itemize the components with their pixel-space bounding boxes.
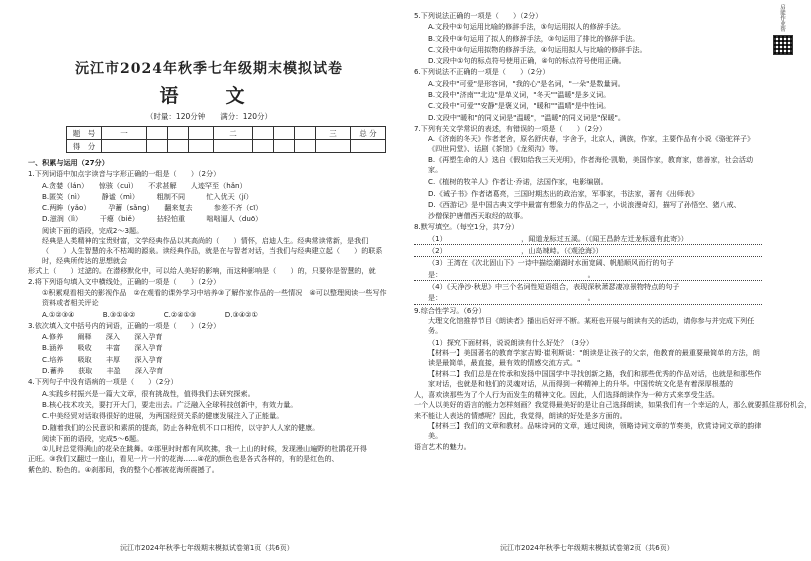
question-6: 6.下列说法不正确的一项是（ ）（2分） [414, 67, 550, 77]
option-c: C.培养 吸取 丰厚 深入孕育 [42, 354, 163, 364]
left-page [0, 0, 400, 561]
option-d: D.滋润（lì） 干瘪（biě） 拈轻怕重 咄咄逼人（duō） [42, 214, 263, 224]
score-header-cell: 题 号 [67, 127, 102, 140]
option-c: C.文段中③句运用拟物的修辞手法，④句运用拟人与比喻的修辞手法。 [428, 44, 647, 54]
option-d-cont: 沙僧保护唐僧西天取经的故事。 [428, 211, 528, 221]
section-heading: 一、积累与运用（27分） [28, 158, 109, 167]
option-d: D.《诫子书》作者诸葛亮，三国时期杰出的政治家，军事家，书法家，著有《出师表》 [428, 188, 699, 198]
option-d: D.随着我们的公民意识和素质的提高，防止各种危机不口口相传，以守护人人家的健康。 [42, 422, 320, 432]
material-3-cont: 语言艺术的魅力。 [414, 441, 471, 451]
exam-meta: （时量：120分钟 满分：120分） [145, 112, 273, 121]
exam-title: 沅江市2024年秋季七年级期末模拟试卷 [75, 61, 343, 77]
score-cell[interactable] [102, 140, 147, 153]
option-a: A.贪婪（lán） 惊骇（cuì） 不求甚解 人迹罕至（hǎn） [42, 180, 247, 190]
option-c: C.文段中"可爱""安静"是褒义词，"暖和""温晴"是中性词。 [428, 101, 611, 111]
score-cell[interactable] [351, 140, 386, 153]
score-cell[interactable] [295, 140, 316, 153]
question-8: 8.默写填空。（每空1分，共7分） [414, 222, 519, 232]
option-c: C.中美经贸对话取得很好的进展，为两国经贸关系的健康发展注入了正能量。 [42, 411, 284, 421]
option-b: B.文段中"济南""北边"是单义词，"冬天""温暖"是多义词。 [428, 90, 611, 100]
dictation-4: （4）《天净沙·秋思》中三个名词性短语组合，表现深秋萧瑟凄凉景物特点的句子 [428, 281, 680, 291]
score-cell[interactable] [189, 140, 214, 153]
question-2: 2.将下列语句填入文中横线处，正确的一项是（ ）（2分） [28, 277, 221, 287]
score-header-cell: 总 分 [351, 127, 386, 140]
option-b: B.核心技术攻关，要打开大门，要走出去。广泛融入全球科技创新中，有效力量。 [42, 399, 298, 409]
material-2-cont: 来不能让人表达的情感呢？因此，我觉得，朗读的好处是多方面的。 [414, 410, 627, 420]
score-cell[interactable] [253, 140, 274, 153]
option-b: B.《再塑生命的人》选自《假如给我三天光明》，作者海伦·凯勒，美国作家，教育家，慈善家，社会活动家。 [428, 155, 754, 175]
score-row-label: 得 分 [67, 140, 102, 153]
question-9-sub1: （1）探究下面材料，说说朗读有什么好处？（3分） [428, 337, 594, 347]
option-b: B.匿笑（nì） 静谧（mì） 粗制不同 忙入优天（jí） [42, 191, 253, 201]
option-a: A.修养 阐释 深入 深入孕育 [42, 332, 163, 342]
option-c: C.两眸（yǎo） 孕蓄（sǎng） 翻来复去 参差不齐（cī） [42, 203, 263, 213]
dictation-3: （3）王湾在《次北固山下》一诗中描绘潮湖时水面宽阔、帆船顺风而行的句子 [428, 258, 674, 268]
reading-passage: 经典是人类精神的宝贵财富，文学经典作品以其高尚的（ ）情怀，启迪人生。经典常读常新，是我们（ ）人生智慧的永不枯竭的源泉。读经典作品，就是在与智者对话，当我们与经典建立起（ ）的联系时，经典所传达的思想就会 [42, 236, 383, 266]
question-3: 3.依次填入文中括号内的词语，正确的一项是（ ）（2分） [28, 320, 221, 330]
question-9-intro: 大理文化馆推荐节目《朗读者》播出后好评不断。某班也开展与朗读有关的活动，请你参与并完成下列任务。 [428, 315, 755, 336]
material-2-cont: 一个人以美好的语言的能力怎样刻画？我觉得最美好的是让自己选择朗读，如果我们有一个幸运的人，那么就要抓住那份机会， [414, 400, 811, 410]
question-2-items: ①积累观看相关的影视作品 ②在观看的课外学习中培养③了解作家作品的一些情况 ④可以整理阅读一些写作资料或者相关评论 [42, 287, 387, 307]
score-table [66, 126, 386, 153]
option-a: A.实践乡村振兴是一篇大文章，很有挑战性，值得我们去研究探索。 [42, 388, 255, 398]
score-cell[interactable] [274, 140, 295, 153]
reading-instruction: 阅读下面的语段，完成2～3题。 [42, 225, 144, 235]
score-cell[interactable] [316, 140, 351, 153]
dictation-3-answer[interactable]: 是： 。 [414, 269, 762, 281]
reading-passage-2: ①儿时总觉得满山的花朵在跳舞。②那里时时都有风吹拂，我一上山的时候，发现漫山遍野的杜鹃花开得 [42, 444, 367, 454]
reading-instruction: 阅读下面的语段，完成5～6题。 [42, 433, 144, 443]
option-a: A.《济南的冬天》作者老舍，原名舒庆春，字舍予，北京人，满族，作家，主要作品有小说《骆驼祥子》《四世同堂》、话剧《茶馆》《龙须沟》等。 [428, 134, 755, 154]
material-1: 【材料一】美国著名的教育学家吉姆·崔利斯说："朗读是让孩子的父亲，他教育的最重要最简单的方法，朗读是最简单，最直接，最有效的情感交流方式。" [428, 348, 760, 368]
reading-passage-2: 紫色的、粉色的。④刹那间，我的整个心都被花海所震撼了。 [28, 464, 219, 474]
option-b: B.文段中③句运用了拟人的修辞手法，③句运用了排比的修辞手法。 [428, 33, 640, 43]
score-header-cell: 一 [102, 127, 147, 140]
option-b: B.涵养 吸收 丰富 深入孕育 [42, 343, 163, 353]
page-footer-left: 沅江市2024年秋季七年级期末模拟试卷第1页（共6页） [120, 544, 294, 552]
qr-code-block [772, 4, 792, 58]
dictation-1[interactable]: （1） ，闻道龙标过五溪。（《闻王昌龄左迁龙标遥有此寄》） [414, 233, 762, 245]
option-a: A.文段中①句运用比喻的修辞手法，⑤句运用拟人的修辞手法。 [428, 22, 626, 32]
exam-subject: 语 文 [159, 85, 259, 107]
question-5: 5.下列说法正确的一项是（ ）（2分） [414, 11, 543, 20]
score-header-cell: 三 [316, 127, 351, 140]
question-2-options: A.①②③④ B.③①④② C.②④①③ D.③④②① [42, 309, 258, 319]
material-2-cont: 人，喜欢读那些为了个人行为而发生的精神文化。因此，人们选择朗读作为一种方式来享受生活。 [414, 390, 720, 400]
question-4: 4.下列句子中没有语病的一项是（ ）（2分） [28, 377, 178, 387]
question-9: 9.综合性学习。（6分） [414, 305, 486, 315]
material-2: 【材料二】我们总是在传承和发扬中国国学中寻找创新之路，我们和那些优秀的作品对话，也就是和那些作家对话，也就是和他们的灵魂对话，从而得到一种精神上的升华。中国传统文化是有着深厚根基的 [428, 369, 762, 389]
score-header-cell: 二 [214, 127, 253, 140]
option-d: D.蓄养 获取 丰盈 深入孕育 [42, 366, 164, 376]
material-3: 【材料三】我们的文章和教材。品味诗词的文章，通过阅读，领略诗词文章的节奏美，欣赏诗词文章的韵律美。 [428, 420, 762, 440]
option-d: D.文段中"暖和"的同义词是"温暖"，"温暖"的同义词是"保暖"。 [428, 112, 625, 122]
score-cell[interactable] [168, 140, 189, 153]
score-cell[interactable] [147, 140, 168, 153]
reading-passage-2: 正旺。③我们又翻过一座山，看见一片一片的花海……④花的颜色也是各式各样的，有的是红色的、 [28, 454, 339, 464]
reading-passage-cont: 形式上（ ）过滤的。在潜移默化中，可以给人美好的影响，而这种影响是（ ）的，只要你是智慧的，就 [28, 266, 376, 276]
option-a: A.文段中"可爱"是形容词，"我的心"是名词，"一朵"是数量词。 [428, 78, 625, 88]
dictation-4-answer[interactable]: 是： 。 [414, 292, 762, 304]
dictation-2[interactable]: （2） ，山岛竦峙。（《观沧海》） [414, 245, 762, 257]
question-1: 1.下列词语中加点字读音与字形正确的一组是（ ）（2分） [28, 169, 221, 179]
option-d: D.文段中①句的标点符号使用正确，④句的标点符号使用正确。 [428, 56, 626, 66]
question-7: 7.下列有关文学常识的表述，有错误的一项是（ ）（2分） [414, 123, 607, 133]
option-d-cont: D.《西游记》是中国古典文学中最富有想象力的作品之一，小说浪漫奇幻，描写了孙悟空、猪八戒、 [428, 199, 741, 209]
option-c: C.《植树的牧羊人》作者让·乔诺，法国作家，电影编剧。 [428, 177, 608, 187]
qr-code-icon [773, 35, 793, 55]
score-cell[interactable] [214, 140, 253, 153]
qr-label: 启能作业帮 [779, 4, 785, 32]
right-page [404, 0, 811, 561]
page-footer-right: 沅江市2024年秋季七年级期末模拟试卷第2页（共6页） [500, 544, 674, 552]
